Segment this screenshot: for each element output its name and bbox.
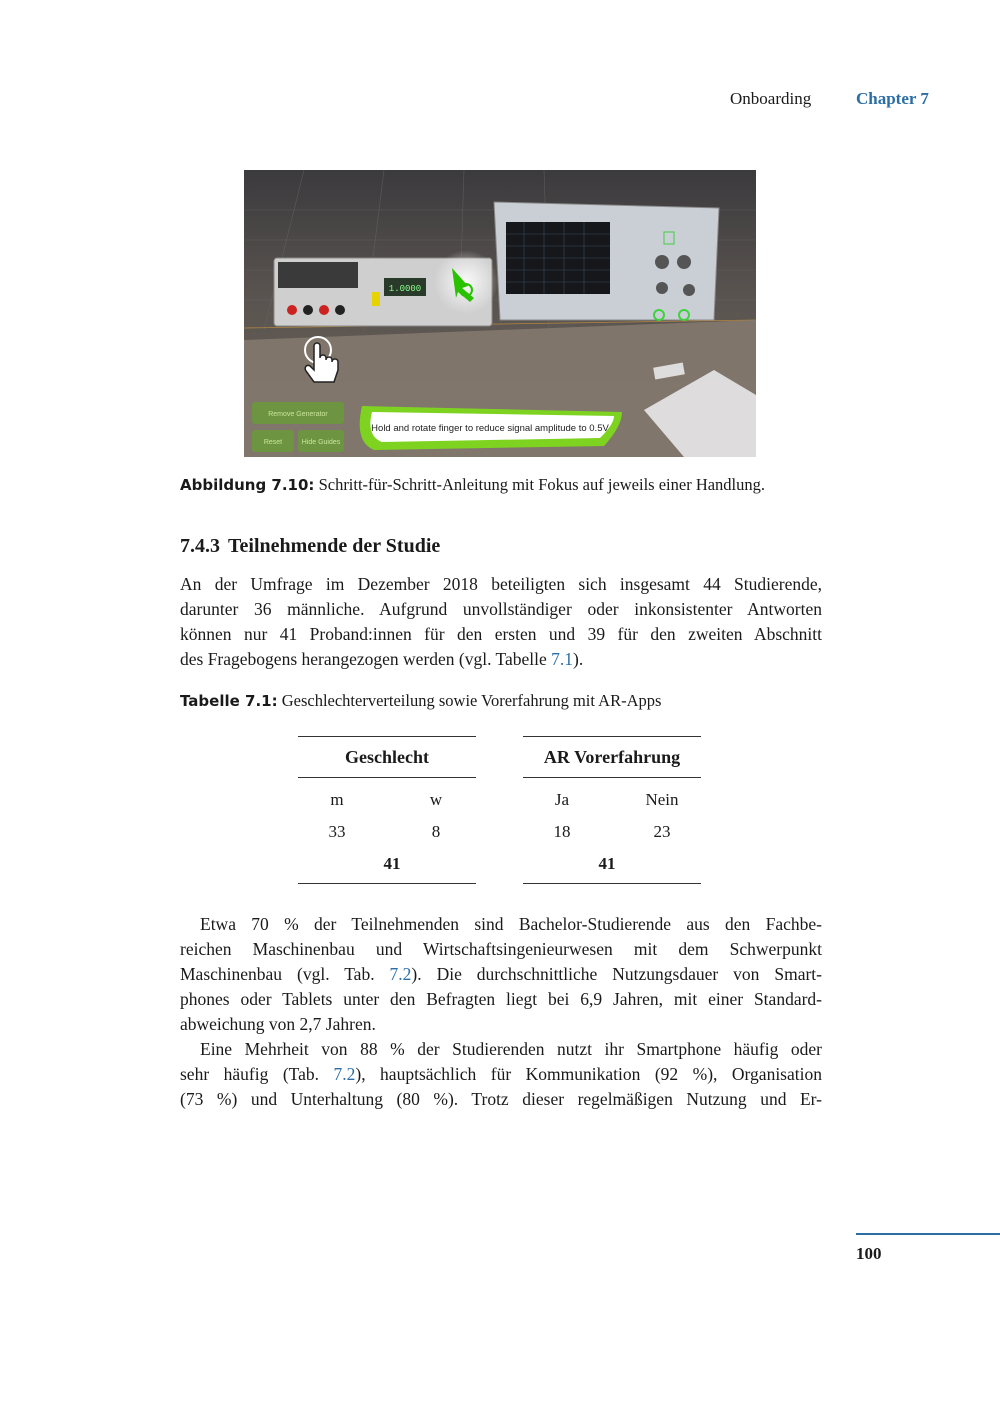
table-caption (180, 691, 661, 711)
paragraph-line: phones oder Tablets unter den Befragten liegt bei 6,9 Jahren, mit einer Standard- (180, 989, 822, 1009)
table-reference-link[interactable]: 7.1 (551, 649, 574, 669)
table-col-w: w (429, 790, 443, 809)
table-top-rule-ar (523, 736, 701, 737)
table-cell: 8 (431, 822, 441, 841)
paragraph-line: Eine Mehrheit von 88 % der Studierenden nutzt ihr Smartphone häufig oder (200, 1039, 822, 1059)
paragraph-line: (73 %) und Unterhaltung (80 %). Trotz dieser regelmäßigen Nutzung und Er- (180, 1089, 822, 1109)
table-mid-rule-gender (298, 777, 476, 778)
table-bottom-rule-ar (523, 883, 701, 884)
running-header-section: Onboarding (730, 89, 812, 108)
table-cell: 33 (328, 822, 346, 841)
table-bottom-rule-gender (298, 883, 476, 884)
table-cell: 23 (653, 822, 671, 841)
table-caption-text: Geschlechterverteilung sowie Vorerfahrung mit AR-Apps (281, 691, 662, 710)
paragraph-line: reichen Maschinenbau und Wirtschaftsingenieurwesen mit dem Schwerpunkt (180, 939, 822, 959)
table-cell: 18 (553, 822, 571, 841)
paragraph-line: Etwa 70 % der Teilnehmenden sind Bachelor-Studierende aus den Fachbe- (200, 914, 822, 934)
footer-rule (856, 1233, 1000, 1235)
instruction-bubble (360, 406, 622, 450)
ar-scene-illustration (244, 170, 756, 457)
section-heading (180, 535, 440, 558)
paragraph-study-programs (180, 912, 822, 1037)
paragraph-line: des Fragebogens herangezogen werden (vgl. Tabelle 7.1). (180, 649, 584, 669)
paragraph-line: Maschinenbau (vgl. Tab. 7.2). Die durchschnittliche Nutzungsdauer von Smart- (180, 964, 822, 984)
paragraph-line: An der Umfrage im Dezember 2018 beteiligten sich insgesamt 44 Studierende, (180, 574, 822, 594)
table-total-gender: 41 (383, 854, 401, 873)
page-number: 100 (856, 1244, 882, 1263)
paragraph-line: abweichung von 2,7 Jahren. (180, 1014, 376, 1034)
figure-caption-label: Abbildung 7.10: (180, 476, 315, 494)
table-header-ar-experience: AR Vorerfahrung (543, 747, 681, 767)
table-reference-link[interactable]: 7.2 (333, 1064, 356, 1084)
section-title: Teilnehmende der Studie (228, 535, 441, 557)
table-col-nein: Nein (645, 790, 679, 809)
figure-ar-lab-screenshot (244, 170, 756, 457)
display-readout: 1.0000 (388, 284, 422, 294)
reset-label: Reset (263, 439, 283, 446)
paragraph-line: können nur 41 Proband:innen für den ersten und 39 für den zweiten Abschnitt (180, 624, 822, 644)
table-col-ja: Ja (554, 790, 570, 809)
paragraph-smartphone-usage (180, 1037, 822, 1112)
paragraph-participants (180, 572, 822, 672)
table-total-ar: 41 (598, 854, 616, 873)
running-header-chapter: Chapter 7 (856, 89, 929, 108)
paragraph-line: darunter 36 männliche. Aufgrund unvollständiger oder inkonsistenter Antworten (180, 599, 822, 619)
section-number: 7.4.3 (180, 535, 220, 557)
table-caption-label: Tabelle 7.1: (180, 692, 278, 710)
paragraph-line: sehr häufig (Tab. 7.2), hauptsächlich für Kommunikation (92 %), Organisation (180, 1064, 822, 1084)
table-header-gender: Geschlecht (345, 747, 429, 767)
hide-guides-label: Hide Guides (301, 439, 341, 446)
instruction-text: Hold and rotate finger to reduce signal amplitude to 0.5V (371, 423, 609, 434)
remove-generator-label: Remove Generator (268, 411, 328, 418)
figure-caption (180, 475, 840, 495)
oscilloscope-device (494, 202, 719, 320)
table-reference-link[interactable]: 7.2 (389, 964, 412, 984)
table-top-rule-gender (298, 736, 476, 737)
figure-caption-text: Schritt-für-Schritt-Anleitung mit Fokus auf jeweils einer Handlung. (318, 475, 766, 494)
table-mid-rule-ar (523, 777, 701, 778)
table-col-m: m (330, 790, 344, 809)
